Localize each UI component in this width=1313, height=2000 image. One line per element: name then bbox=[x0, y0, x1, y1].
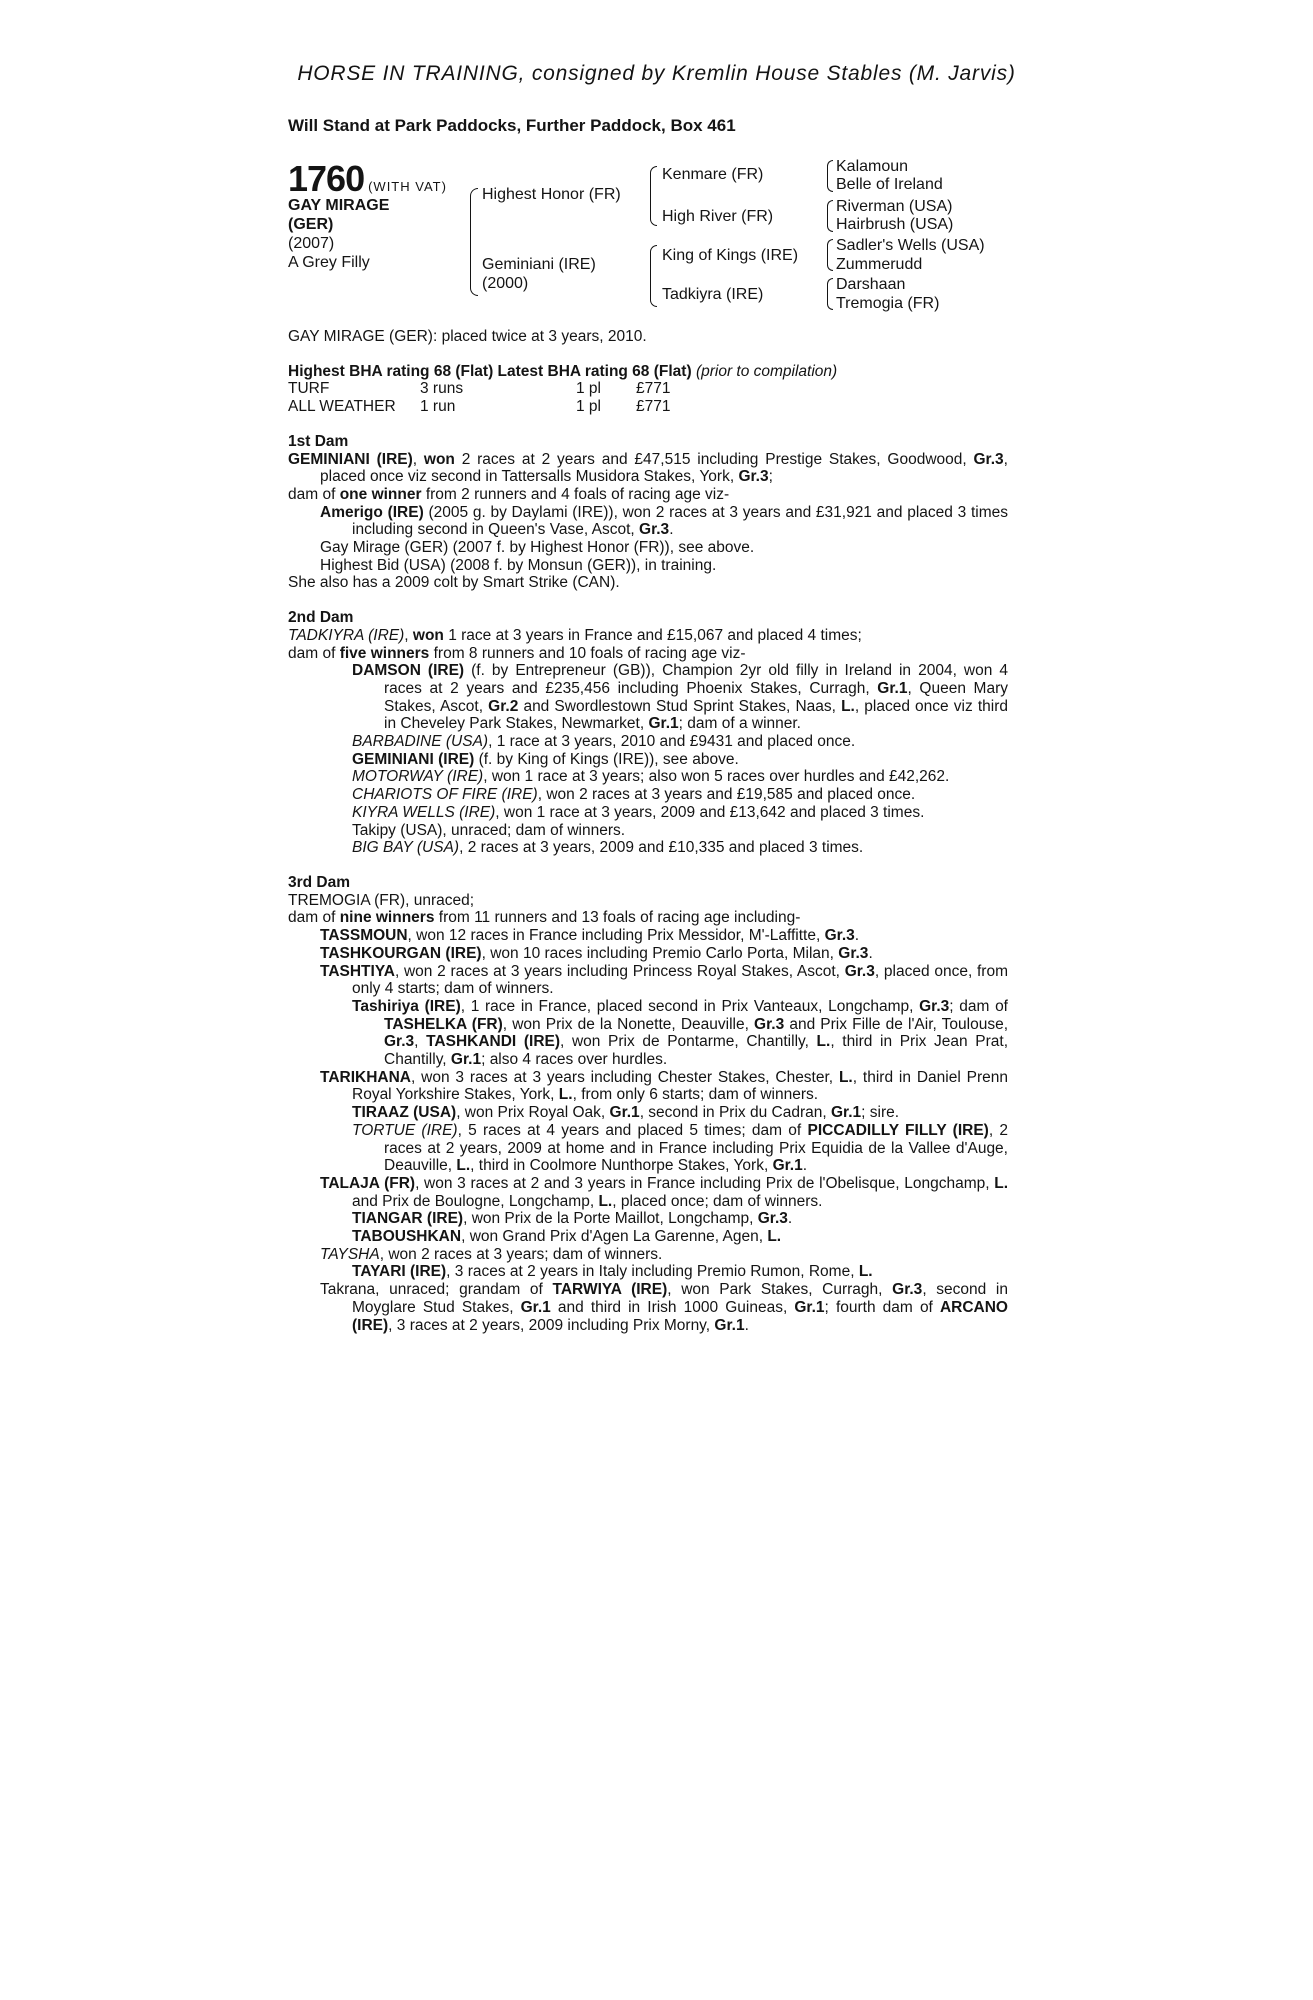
pedigree-brace bbox=[650, 245, 657, 307]
pedigree-brace bbox=[827, 160, 833, 192]
horse-name: GAY MIRAGE (GER) bbox=[288, 197, 390, 233]
rating-prize: £771 bbox=[636, 380, 671, 398]
pedigree-brace bbox=[827, 278, 833, 310]
sire-dam-sire: Riverman (USA) bbox=[836, 198, 953, 215]
vat-label: (WITH VAT) bbox=[368, 179, 447, 194]
dam2-foal: DAMSON (IRE) (f. by Entrepreneur (GB)), Champion 2yr old filly in Ireland in 2004, won 4 races at 2 years and £235,456 including Phoenix Stakes, Curragh, Gr.1, Queen Mary Stakes, Ascot, Gr.2 and Swordlestown Stud Sprint Stakes, Naas, L., placed once viz third in Cheveley Park Stakes, Newmarket, Gr.1; dam of a winner. bbox=[352, 662, 1009, 733]
dam3-foal: TASHTIYA, won 2 races at 3 years including Princess Royal Stakes, Ascot, Gr.3, placed once, from only 4 starts; dam of winners. bbox=[320, 962, 1008, 998]
pedigree-brace bbox=[470, 188, 478, 296]
rating-heading-note: (prior to compilation) bbox=[695, 362, 838, 380]
lot-number-value: 1760 bbox=[288, 158, 365, 199]
dam2-foal: KIYRA WELLS (IRE), won 1 race at 3 years, 2009 and £13,642 and placed 3 times. bbox=[352, 803, 925, 821]
rating-prize: £771 bbox=[636, 398, 671, 416]
sire-sire: Kenmare (FR) bbox=[662, 166, 764, 183]
dam1-produce: dam of one winner from 2 runners and 4 foals of racing age viz- bbox=[288, 485, 730, 503]
horse-year: (2007) bbox=[288, 235, 335, 252]
dam2-grandfoal: BARBADINE (USA), 1 race at 3 years, 2010 and £9431 and placed once. bbox=[352, 733, 856, 751]
pedigree-brace bbox=[650, 166, 657, 226]
dam3-grandfoal: Tashiriya (IRE), 1 race in France, placed second in Prix Vanteaux, Longchamp, Gr.3; dam of TASHELKA (FR), won Prix de la Nonette, Deauville, Gr.3 and Prix Fille de l'Air, Toulouse, Gr.3, TASHKANDI (IRE), won Prix de Pontarme, Chantilly, L., third in Prix Jean Prat, Chantilly, Gr.1; also 4 races over hurdles. bbox=[352, 997, 1009, 1069]
dam-year: (2000) bbox=[482, 275, 529, 292]
rating-runs: 3 runs bbox=[420, 380, 464, 398]
section-3rd-dam: 3rd Dam bbox=[288, 873, 351, 891]
dam1-foal: Amerigo (IRE) (2005 g. by Daylami (IRE)), won 2 races at 3 years and £31,921 and placed 3 times including second in Queen's Vase, Ascot, Gr.3. bbox=[320, 503, 1008, 539]
dam3-foal: TALAJA (FR), won 3 races at 2 and 3 years in France including Prix de l'Obelisque, Longchamp, L. and Prix de Boulogne, Longchamp, L., placed once; dam of winners. bbox=[320, 1174, 1009, 1210]
dam-sire-dam: Zummerudd bbox=[836, 256, 923, 273]
stand-location: Will Stand at Park Paddocks, Further Paddock, Box 461 bbox=[288, 116, 736, 135]
dam3-grandfoal: TAYARI (IRE), 3 races at 2 years in Italy including Premio Rumon, Rome, L. bbox=[352, 1263, 873, 1281]
dam1-foal: Highest Bid (USA) (2008 f. by Monsun (GER)), in training. bbox=[320, 556, 717, 574]
summary: GAY MIRAGE (GER): placed twice at 3 years, 2010. bbox=[288, 328, 647, 345]
pedigree-brace bbox=[827, 200, 833, 232]
dam: Geminiani (IRE) bbox=[482, 256, 596, 273]
dam3-grandfoal: TIRAAZ (USA), won Prix Royal Oak, Gr.1, second in Prix du Cadran, Gr.1; sire. bbox=[352, 1104, 900, 1122]
dam3-foal: TAYSHA, won 2 races at 3 years; dam of winners. bbox=[320, 1245, 663, 1263]
dam1-entry: GEMINIANI (IRE), won 2 races at 2 years and £47,515 including Prestige Stakes, Goodwood, Gr.3, placed once viz second in Tattersalls Musidora Stakes, York, Gr.3; bbox=[288, 450, 1008, 486]
dam3-grandfoal: TIANGAR (IRE), won Prix de la Porte Maillot, Longchamp, Gr.3. bbox=[352, 1210, 793, 1228]
dam3-grandfoal: TORTUE (IRE), 5 races at 4 years and placed 5 times; dam of PICCADILLY FILLY (IRE), 2 races at 2 years, 2009 at home and in France including Prix Equidia de la Vallee d'Auge, Deauville, L., third in Coolmore Nunthorpe Stakes, York, Gr.1. bbox=[352, 1121, 1009, 1175]
dam3-grandfoal: TABOUSHKAN, won Grand Prix d'Agen La Garenne, Agen, L. bbox=[352, 1228, 782, 1246]
rating-row bbox=[288, 380, 1008, 398]
rating-runs: 1 run bbox=[420, 398, 456, 416]
dam3-foal: TASSMOUN, won 12 races in France including Prix Messidor, M'-Laffitte, Gr.3. bbox=[320, 927, 860, 945]
dam1-note: She also has a 2009 colt by Smart Strike (CAN). bbox=[288, 574, 620, 592]
sire-sire-dam: Belle of Ireland bbox=[836, 176, 943, 193]
dam2-grandfoal: BIG BAY (USA), 2 races at 3 years, 2009 and £10,335 and placed 3 times. bbox=[352, 839, 864, 857]
rating-surface: ALL WEATHER bbox=[288, 398, 396, 416]
dam3-foal: TASHKOURGAN (IRE), won 10 races including Premio Carlo Porta, Milan, Gr.3. bbox=[320, 944, 873, 962]
dam-dam-sire: Darshaan bbox=[836, 276, 906, 293]
dam-sire: King of Kings (IRE) bbox=[662, 247, 799, 264]
pedigree-brace bbox=[827, 239, 833, 271]
rating-placed: 1 pl bbox=[576, 380, 601, 398]
rating-heading-bold: Highest BHA rating 68 (Flat) Latest BHA rating 68 (Flat) bbox=[288, 362, 692, 380]
dam2-foal: CHARIOTS OF FIRE (IRE), won 2 races at 3 years and £19,585 and placed once. bbox=[352, 786, 916, 804]
rating-heading bbox=[288, 363, 1008, 381]
dam3-foal: TARIKHANA, won 3 races at 3 years including Chester Stakes, Chester, L., third in Daniel Prenn Royal Yorkshire Stakes, York, L., from only 6 starts; dam of winners. bbox=[320, 1068, 1008, 1104]
dam3-entry: TREMOGIA (FR), unraced; bbox=[288, 891, 475, 909]
dam-dam-dam: Tremogia (FR) bbox=[836, 295, 940, 312]
section-1st-dam: 1st Dam bbox=[288, 432, 349, 450]
sire-dam-dam: Hairbrush (USA) bbox=[836, 216, 954, 233]
dam-sire-sire: Sadler's Wells (USA) bbox=[836, 237, 985, 254]
rating-surface: TURF bbox=[288, 380, 330, 398]
dam1-foal: Gay Mirage (GER) (2007 f. by Highest Honor (FR)), see above. bbox=[320, 539, 755, 557]
catalogue-text bbox=[288, 328, 1008, 1334]
dam2-foal: GEMINIANI (IRE) (f. by King of Kings (IRE)), see above. bbox=[352, 750, 739, 768]
sire-dam: High River (FR) bbox=[662, 208, 774, 225]
section-2nd-dam: 2nd Dam bbox=[288, 609, 354, 627]
dam3-produce: dam of nine winners from 11 runners and 13 foals of racing age including- bbox=[288, 909, 801, 927]
sire-sire-sire: Kalamoun bbox=[836, 158, 909, 175]
dam3-foal: Takrana, unraced; grandam of TARWIYA (IRE), won Park Stakes, Curragh, Gr.3, second in Moyglare Stud Stakes, Gr.1 and third in Irish 1000 Guineas, Gr.1; fourth dam of ARCANO (IRE), 3 races at 2 years, 2009 including Prix Morny, Gr.1. bbox=[320, 1281, 1008, 1334]
dam-dam: Tadkiyra (IRE) bbox=[662, 286, 764, 303]
sire: Highest Honor (FR) bbox=[482, 186, 621, 203]
rating-placed: 1 pl bbox=[576, 398, 601, 416]
rating-row bbox=[288, 398, 1008, 416]
horse-details bbox=[288, 196, 428, 272]
horse-description: A Grey Filly bbox=[288, 254, 370, 271]
dam2-produce: dam of five winners from 8 runners and 10 foals of racing age viz- bbox=[288, 644, 746, 662]
page-header: HORSE IN TRAINING, consigned by Kremlin House Stables (M. Jarvis) bbox=[297, 62, 1016, 85]
dam2-foal: MOTORWAY (IRE), won 1 race at 3 years; also won 5 races over hurdles and £42,262. bbox=[352, 768, 950, 786]
lot-number bbox=[288, 158, 447, 200]
dam2-entry: TADKIYRA (IRE), won 1 race at 3 years in France and £15,067 and placed 4 times; bbox=[288, 626, 862, 644]
dam2-foal: Takipy (USA), unraced; dam of winners. bbox=[352, 821, 626, 839]
